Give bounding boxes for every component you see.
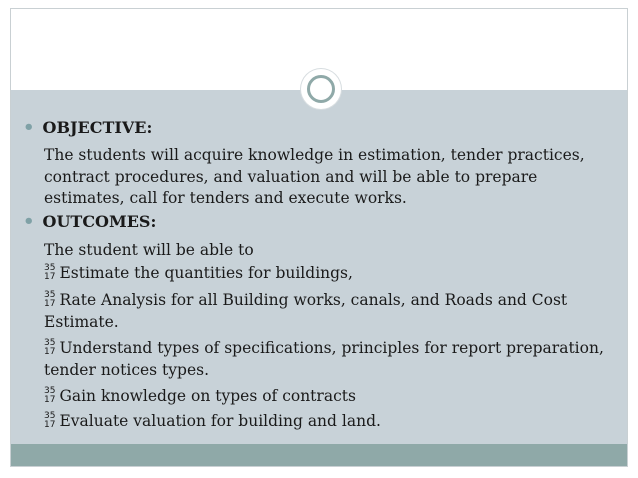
slide [10, 8, 628, 467]
bullet-icon: • [23, 117, 35, 138]
list-marker-icon: 35 17 [44, 411, 56, 430]
list-marker-icon: 35 17 [44, 290, 56, 309]
list-item: 35 17 Rate Analysis for all Building works, canals, and Roads and Cost Estimate. [44, 290, 568, 331]
list-item: 35 17 Gain knowledge on types of contracts [44, 386, 356, 405]
objective-heading: • OBJECTIVE: [23, 117, 153, 138]
slide-footer-band [11, 444, 627, 466]
outcomes-heading: • OUTCOMES: [23, 211, 157, 232]
circle-ring-icon [301, 69, 341, 109]
list-marker-icon: 35 17 [44, 386, 56, 405]
list-item: 35 17 Evaluate valuation for building and land. [44, 411, 381, 430]
list-item: 35 17 Understand types of specifications, principles for report preparation, tender notices types. [44, 338, 604, 379]
content-area [11, 90, 627, 446]
outcomes-intro: The student will be able to [44, 241, 254, 259]
list-marker-icon: 35 17 [44, 263, 56, 282]
list-marker-icon: 35 17 [44, 338, 56, 357]
objective-text: The students will acquire knowledge in estimation, tender practices, contract procedures, and valuation and will be able to prepare estimates, call for tenders and execute works. [44, 146, 585, 207]
list-item: 35 17 Estimate the quantities for buildings, [44, 263, 353, 282]
bullet-icon: • [23, 211, 35, 232]
